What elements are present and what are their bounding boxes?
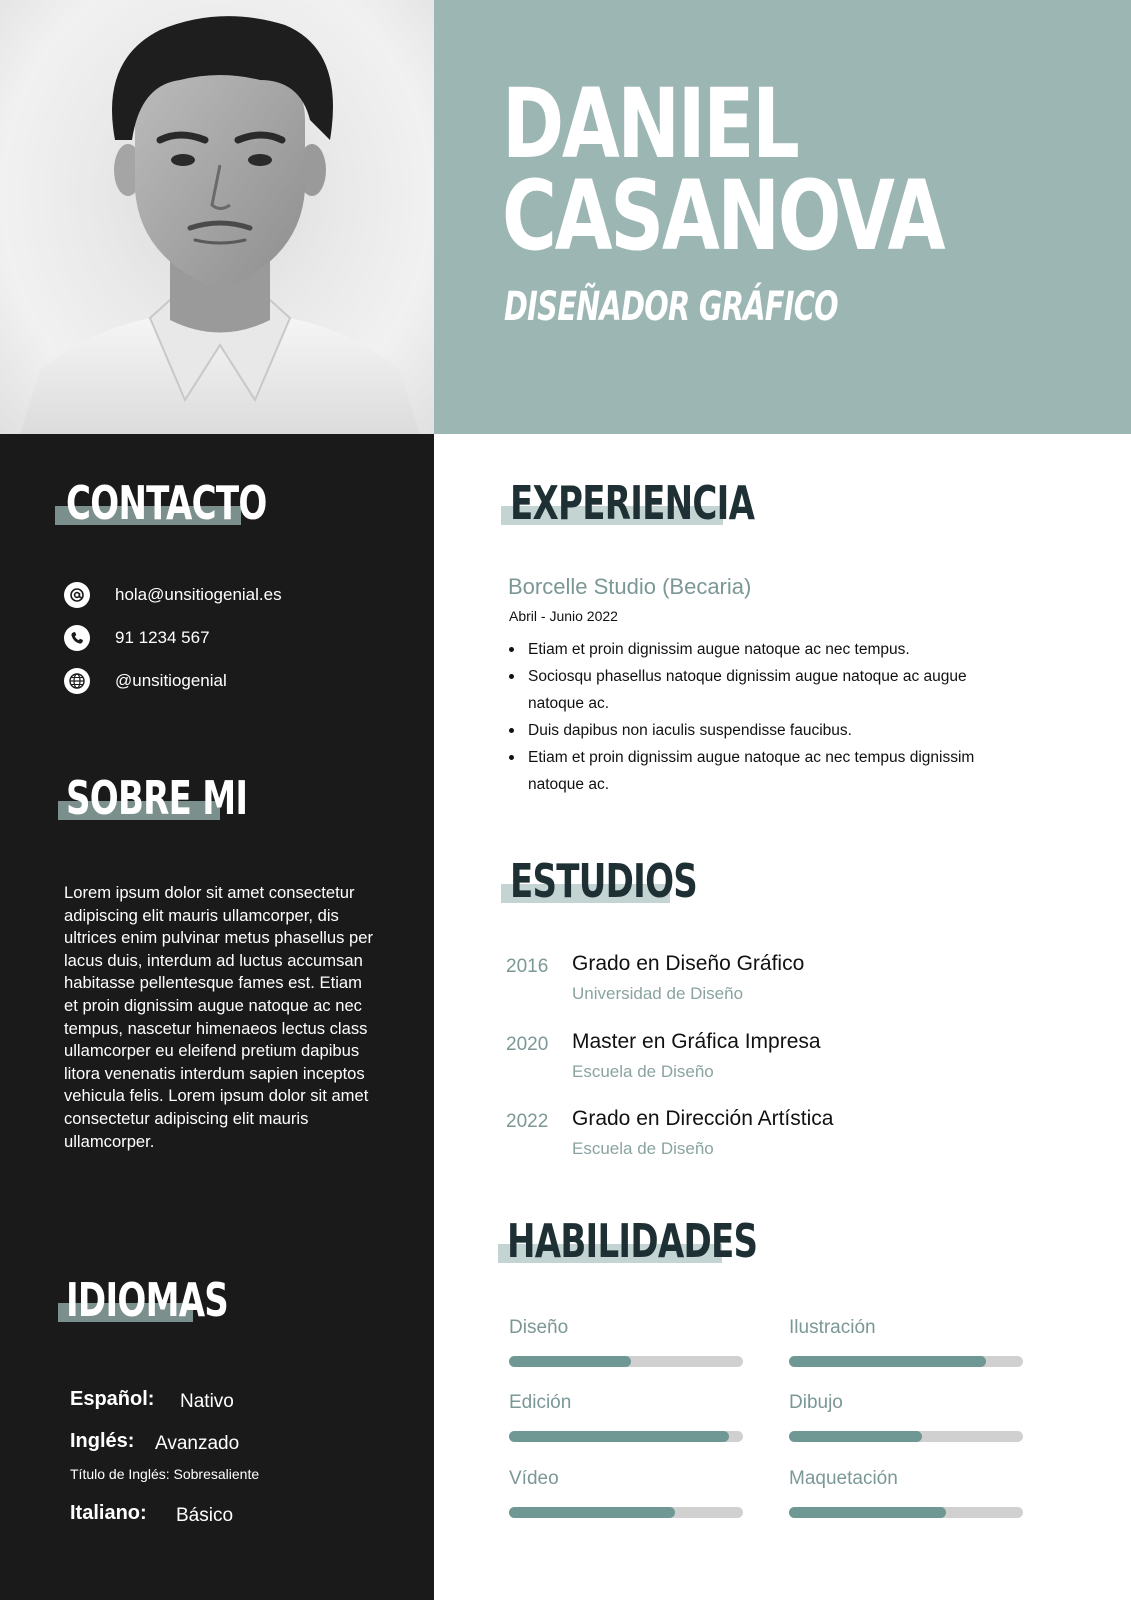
education-school: Escuela de Diseño — [572, 1062, 714, 1081]
education-degree: Grado en Dirección Artística — [572, 1107, 834, 1130]
language-name: Italiano: — [70, 1502, 147, 1524]
skills-section-title: HABILIDADES — [498, 1214, 845, 1268]
skill-dibujo — [789, 1392, 1023, 1414]
skill-bar-track — [789, 1507, 1023, 1518]
experience-section-title: EXPERIENCIA — [501, 476, 840, 530]
last-name: CASANOVA — [502, 160, 944, 272]
job-role: DISEÑADOR GRÁFICO — [504, 284, 838, 330]
skill-bar-track — [789, 1431, 1023, 1442]
skill-label: Dibujo — [789, 1392, 843, 1413]
full-name — [502, 68, 944, 272]
skill-bar-fill — [509, 1507, 675, 1518]
profile-photo — [0, 0, 434, 434]
skill-label: Vídeo — [509, 1468, 559, 1489]
education-degree: Master en Gráfica Impresa — [572, 1030, 821, 1053]
at-sign-icon — [64, 582, 90, 608]
skill-label: Maquetación — [789, 1468, 898, 1489]
language-level: Nativo — [180, 1391, 234, 1412]
skill-bar-track — [509, 1356, 743, 1367]
first-name: DANIEL — [502, 68, 798, 180]
skill-label: Edición — [509, 1392, 572, 1413]
job-bullet-list — [508, 636, 1008, 798]
skill-video — [509, 1468, 743, 1490]
language-row-english — [70, 1430, 240, 1454]
contact-email-value: hola@unsitiogenial.es — [115, 585, 282, 604]
skill-label: Ilustración — [789, 1317, 876, 1338]
contact-section-title: CONTACTO — [55, 476, 337, 530]
skill-bar-fill — [509, 1431, 729, 1442]
language-name: Inglés: — [70, 1430, 135, 1452]
job-bullet: Etiam et proin dignissim augue natoque ac nec tempus. — [508, 636, 1008, 663]
education-year: 2016 — [506, 956, 549, 977]
education-year: 2022 — [506, 1111, 549, 1132]
skill-bar-fill — [789, 1356, 986, 1367]
phone-icon — [64, 625, 90, 651]
language-note: Título de Inglés: Sobresaliente — [70, 1466, 260, 1482]
skill-ilustracion — [789, 1317, 1023, 1339]
skill-bar-track — [509, 1507, 743, 1518]
globe-icon — [64, 668, 90, 694]
languages-section-title: IDIOMAS — [58, 1273, 285, 1327]
skill-bar-fill — [789, 1507, 946, 1518]
job-dates: Abril - Junio 2022 — [509, 608, 618, 624]
education-school: Escuela de Diseño — [572, 1139, 714, 1158]
skill-edicion — [509, 1392, 743, 1414]
education-section-title: ESTUDIOS — [501, 854, 763, 908]
education-degree: Grado en Diseño Gráfico — [572, 952, 805, 975]
language-row-spanish — [70, 1388, 234, 1412]
header-panel — [434, 0, 1131, 434]
language-level: Básico — [176, 1505, 234, 1526]
contact-website[interactable] — [64, 668, 227, 694]
job-bullet: Sociosqu phasellus natoque dignissim augue natoque ac augue natoque ac. — [508, 663, 1008, 717]
contact-phone-value: 91 1234 567 — [115, 628, 210, 647]
contact-phone[interactable] — [64, 625, 210, 651]
education-year: 2020 — [506, 1034, 549, 1055]
about-section-title: SOBRE MI — [58, 771, 311, 825]
contact-email[interactable] — [64, 582, 282, 608]
job-title: Borcelle Studio (Becaria) — [508, 574, 752, 599]
skill-bar-fill — [789, 1431, 922, 1442]
main-content — [434, 434, 1131, 1600]
job-bullet: Etiam et proin dignissim augue natoque ac nec tempus dignissim natoque ac. — [508, 744, 1008, 798]
skill-label: Diseño — [509, 1317, 569, 1338]
job-bullet: Duis dapibus non iaculis suspendisse faucibus. — [508, 717, 1008, 744]
skill-diseno — [509, 1317, 743, 1339]
language-level: Avanzado — [155, 1433, 240, 1454]
skill-bar-track — [789, 1356, 1023, 1367]
education-school: Universidad de Diseño — [572, 984, 744, 1003]
language-row-italian — [70, 1502, 234, 1526]
portrait-illustration — [0, 0, 434, 434]
contact-website-value: @unsitiogenial — [115, 671, 227, 690]
skill-maquetacion — [789, 1468, 1023, 1490]
skill-bar-track — [509, 1431, 743, 1442]
about-text: Lorem ipsum dolor sit amet consectetur adipiscing elit mauris ullamcorper, dis ultrices enim pulvinar metus phasellus per lacus duis, interdum ad luctus accumsan habitasse pellentesque fames est. Etiam et proin dignissim augue natoque ac nec tempus, nascetur himenaeos lectus class ullamcorper eu eleifend pretium dapibus litora venenatis interdum sapien inceptos vehicula felis. Lorem ipsum dolor sit amet consectetur adipiscing elit mauris ullamcorper. — [64, 883, 373, 1151]
language-name: Español: — [70, 1388, 155, 1410]
sidebar — [0, 434, 434, 1600]
skill-bar-fill — [509, 1356, 631, 1367]
